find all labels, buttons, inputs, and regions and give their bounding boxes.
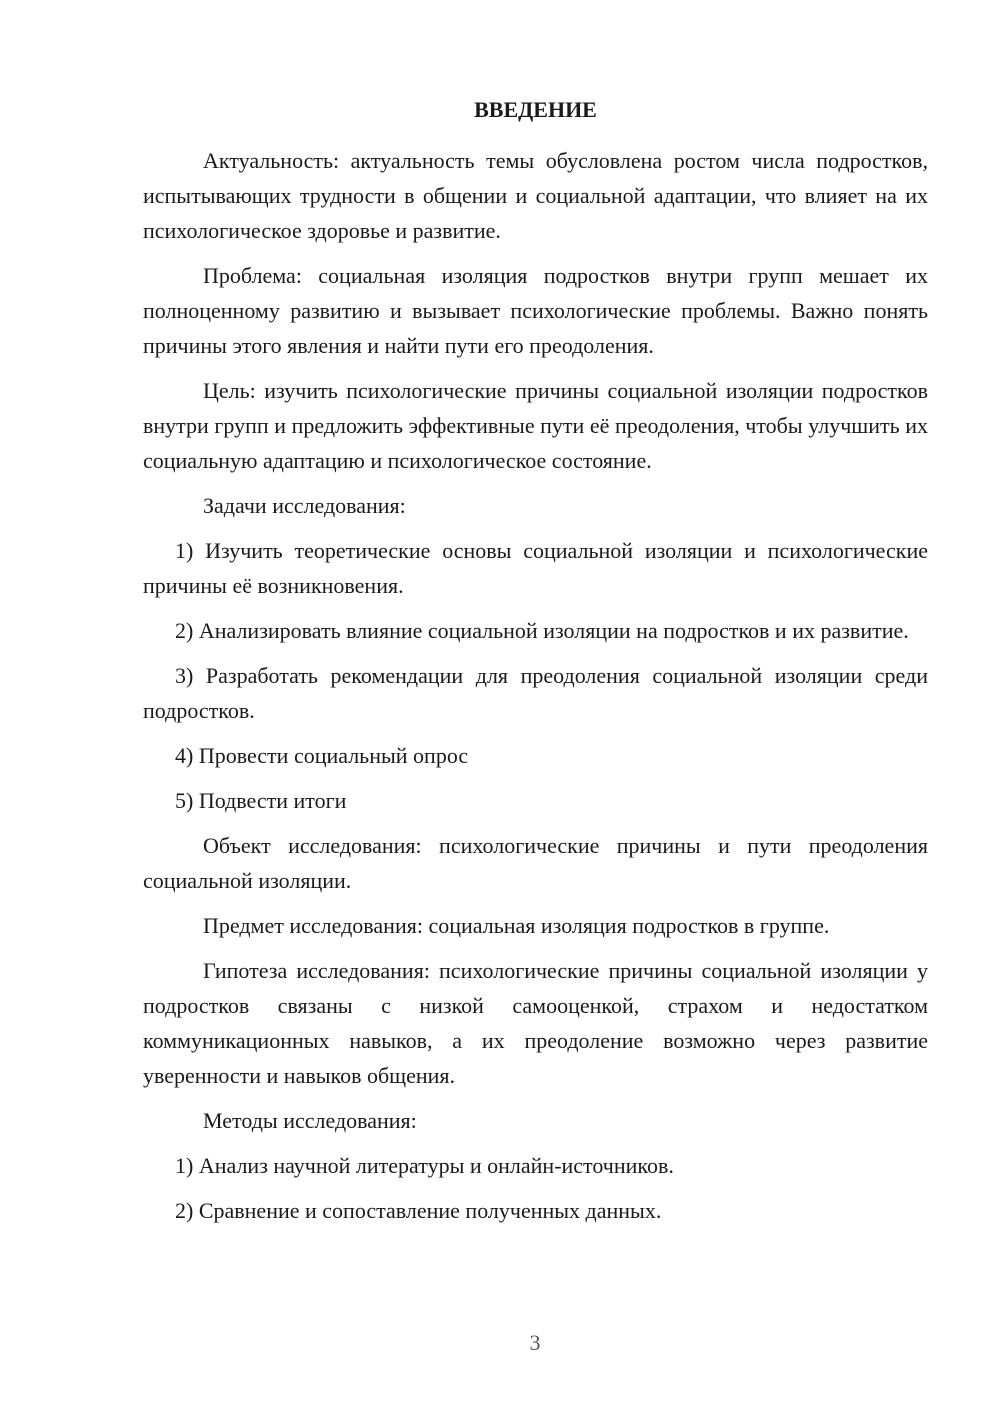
paragraph-hypothesis: Гипотеза исследования: психологические причины социальной изоляции у подростков связаны с низкой самооценкой, страхом и недостатком коммуникационных навыков, а их преодоление возможно через развитие уверенности и навыков общения. [143, 958, 928, 1088]
page-number: 3 [529, 1330, 541, 1355]
task-item-5: 5) Подвести итоги [175, 788, 347, 813]
paragraph-object: Объект исследования: психологические причины и пути преодоления социальной изоляции. [143, 833, 928, 893]
paragraph-problem: Проблема: социальная изоляция подростков внутри групп мешает их полноценному развитию и вызывает психологические проблемы. Важно понять причины этого явления и найти пути его преодоления. [143, 263, 928, 358]
task-item-3: 3) Разработать рекомендации для преодоления социальной изоляции среди подростков. [143, 663, 928, 723]
paragraph-relevance: Актуальность: актуальность темы обусловлена ростом числа подростков, испытывающих трудности в общении и социальной адаптации, что влияет на их психологическое здоровье и развитие. [143, 148, 928, 243]
paragraph-subject: Предмет исследования: социальная изоляция подростков в группе. [203, 913, 830, 938]
method-item-2: 2) Сравнение и сопоставление полученных данных. [175, 1198, 662, 1223]
document-title: ВВЕДЕНИЕ [474, 97, 597, 122]
paragraph-goal: Цель: изучить психологические причины социальной изоляции подростков внутри групп и предложить эффективные пути её преодоления, чтобы улучшить их социальную адаптацию и психологическое состояние. [143, 378, 928, 473]
document-page [143, 95, 928, 1238]
task-item-4: 4) Провести социальный опрос [175, 743, 469, 768]
task-item-2: 2) Анализировать влияние социальной изоляции на подростков и их развитие. [175, 618, 909, 643]
task-item-1: 1) Изучить теоретические основы социальной изоляции и психологические причины её возникновения. [143, 538, 928, 598]
method-item-1: 1) Анализ научной литературы и онлайн-источников. [175, 1153, 674, 1178]
methods-heading: Методы исследования: [203, 1108, 417, 1133]
tasks-heading: Задачи исследования: [203, 493, 406, 518]
